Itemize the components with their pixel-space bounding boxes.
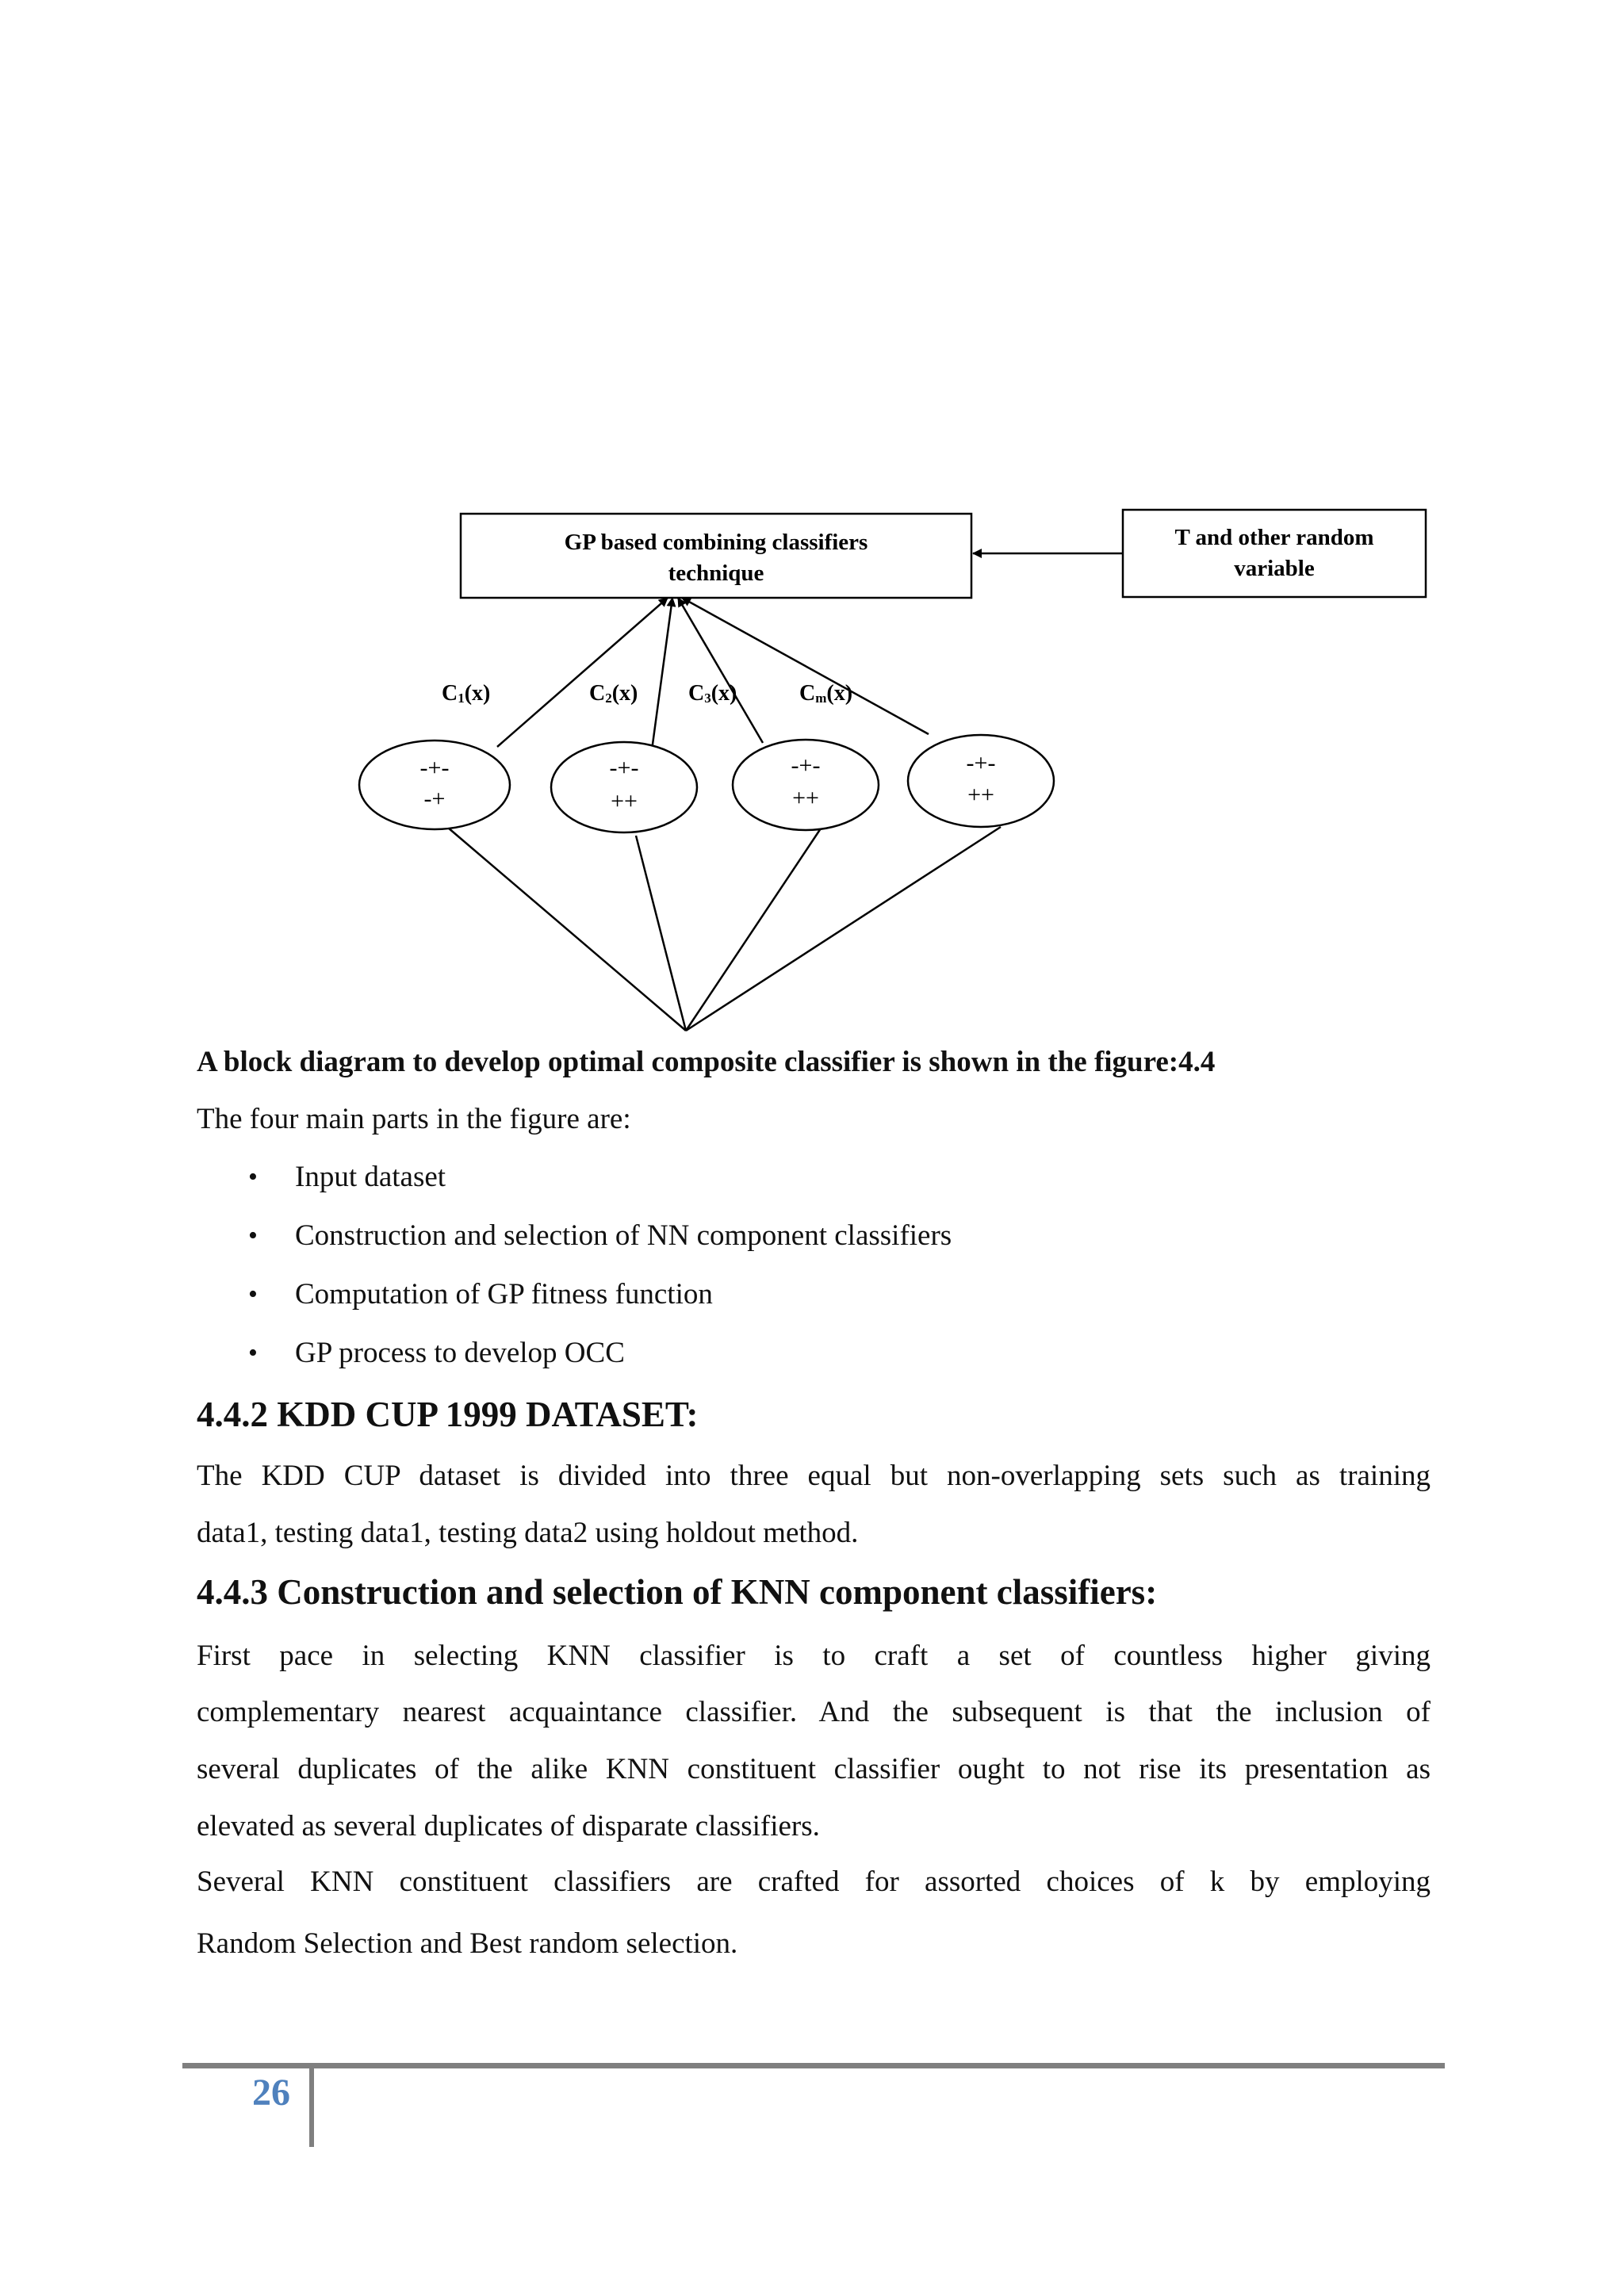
combiner-box-line2: technique bbox=[668, 561, 764, 586]
heading-4-4-3: 4.4.3 Construction and selection of KNN component classifiers: bbox=[197, 1572, 1158, 1612]
edge-label-cm: Cm(x) bbox=[799, 681, 853, 706]
input-box bbox=[1123, 510, 1426, 597]
input-line-3 bbox=[686, 828, 821, 1031]
intro-text: The four main parts in the figure are: bbox=[197, 1103, 631, 1135]
classifier-node-4 bbox=[908, 735, 1054, 827]
list-item: • Input dataset bbox=[197, 1148, 952, 1207]
classifier-node-1 bbox=[359, 740, 510, 829]
input-line-1 bbox=[448, 828, 686, 1031]
section-443-p2-line-2: Random Selection and Best random selection. bbox=[197, 1927, 738, 1960]
block-diagram bbox=[0, 0, 1624, 1047]
section-443-p1-line-1: First pace in selecting KNN classifier is to craft a set of countless higher giving bbox=[197, 1640, 1431, 1672]
list-item: • Construction and selection of NN component classifiers bbox=[197, 1207, 952, 1265]
input-line-4 bbox=[686, 827, 1001, 1031]
arrow-c2 bbox=[650, 598, 672, 762]
section-443-p2-line-1: Several KNN constituent classifiers are crafted for assorted choices of k by employing bbox=[197, 1866, 1431, 1898]
input-box-line2: variable bbox=[1234, 556, 1315, 581]
edge-label-c3: C3(x) bbox=[688, 681, 737, 706]
footer-rule bbox=[182, 2063, 1445, 2068]
classifier-node-2-line1: -+- bbox=[609, 755, 639, 781]
section-442-line-1: The KDD CUP dataset is divided into three equal but non-overlapping sets such as training bbox=[197, 1460, 1431, 1492]
classifier-node-2-line2: ++ bbox=[611, 788, 638, 814]
combiner-box-line1: GP based combining classifiers bbox=[564, 530, 868, 555]
footer-divider bbox=[309, 2068, 314, 2147]
classifier-node-1-line2: -+ bbox=[423, 786, 446, 812]
input-line-2 bbox=[636, 836, 686, 1031]
arrow-c1 bbox=[497, 598, 668, 747]
section-443-p1-line-3: several duplicates of the alike KNN constituent classifier ought to not rise its presentation as bbox=[197, 1753, 1431, 1785]
edge-label-c2: C2(x) bbox=[589, 681, 638, 706]
list-item: • GP process to develop OCC bbox=[197, 1324, 952, 1383]
section-443-p1-line-2: complementary nearest acquaintance classifier. And the subsequent is that the inclusion of bbox=[197, 1696, 1431, 1728]
edge-label-c1: C1(x) bbox=[442, 681, 491, 706]
parts-list bbox=[197, 1148, 952, 1383]
heading-4-4-2: 4.4.2 KDD CUP 1999 DATASET: bbox=[197, 1395, 699, 1434]
page-number: 26 bbox=[252, 2072, 290, 2114]
classifier-node-1-line1: -+- bbox=[419, 755, 450, 781]
classifier-node-4-line1: -+- bbox=[966, 750, 996, 776]
section-443-p1-line-4: elevated as several duplicates of disparate classifiers. bbox=[197, 1810, 820, 1843]
list-item: • Computation of GP fitness function bbox=[197, 1265, 952, 1324]
classifier-node-3-line2: ++ bbox=[792, 785, 819, 811]
classifier-node-3-line1: -+- bbox=[791, 752, 821, 779]
input-box-line1: T and other random bbox=[1174, 525, 1374, 550]
figure-caption: A block diagram to develop optimal composite classifier is shown in the figure:4.4 bbox=[197, 1046, 1216, 1078]
classifier-node-4-line2: ++ bbox=[967, 782, 994, 808]
section-442-line-2: data1, testing data1, testing data2 using holdout method. bbox=[197, 1517, 859, 1549]
